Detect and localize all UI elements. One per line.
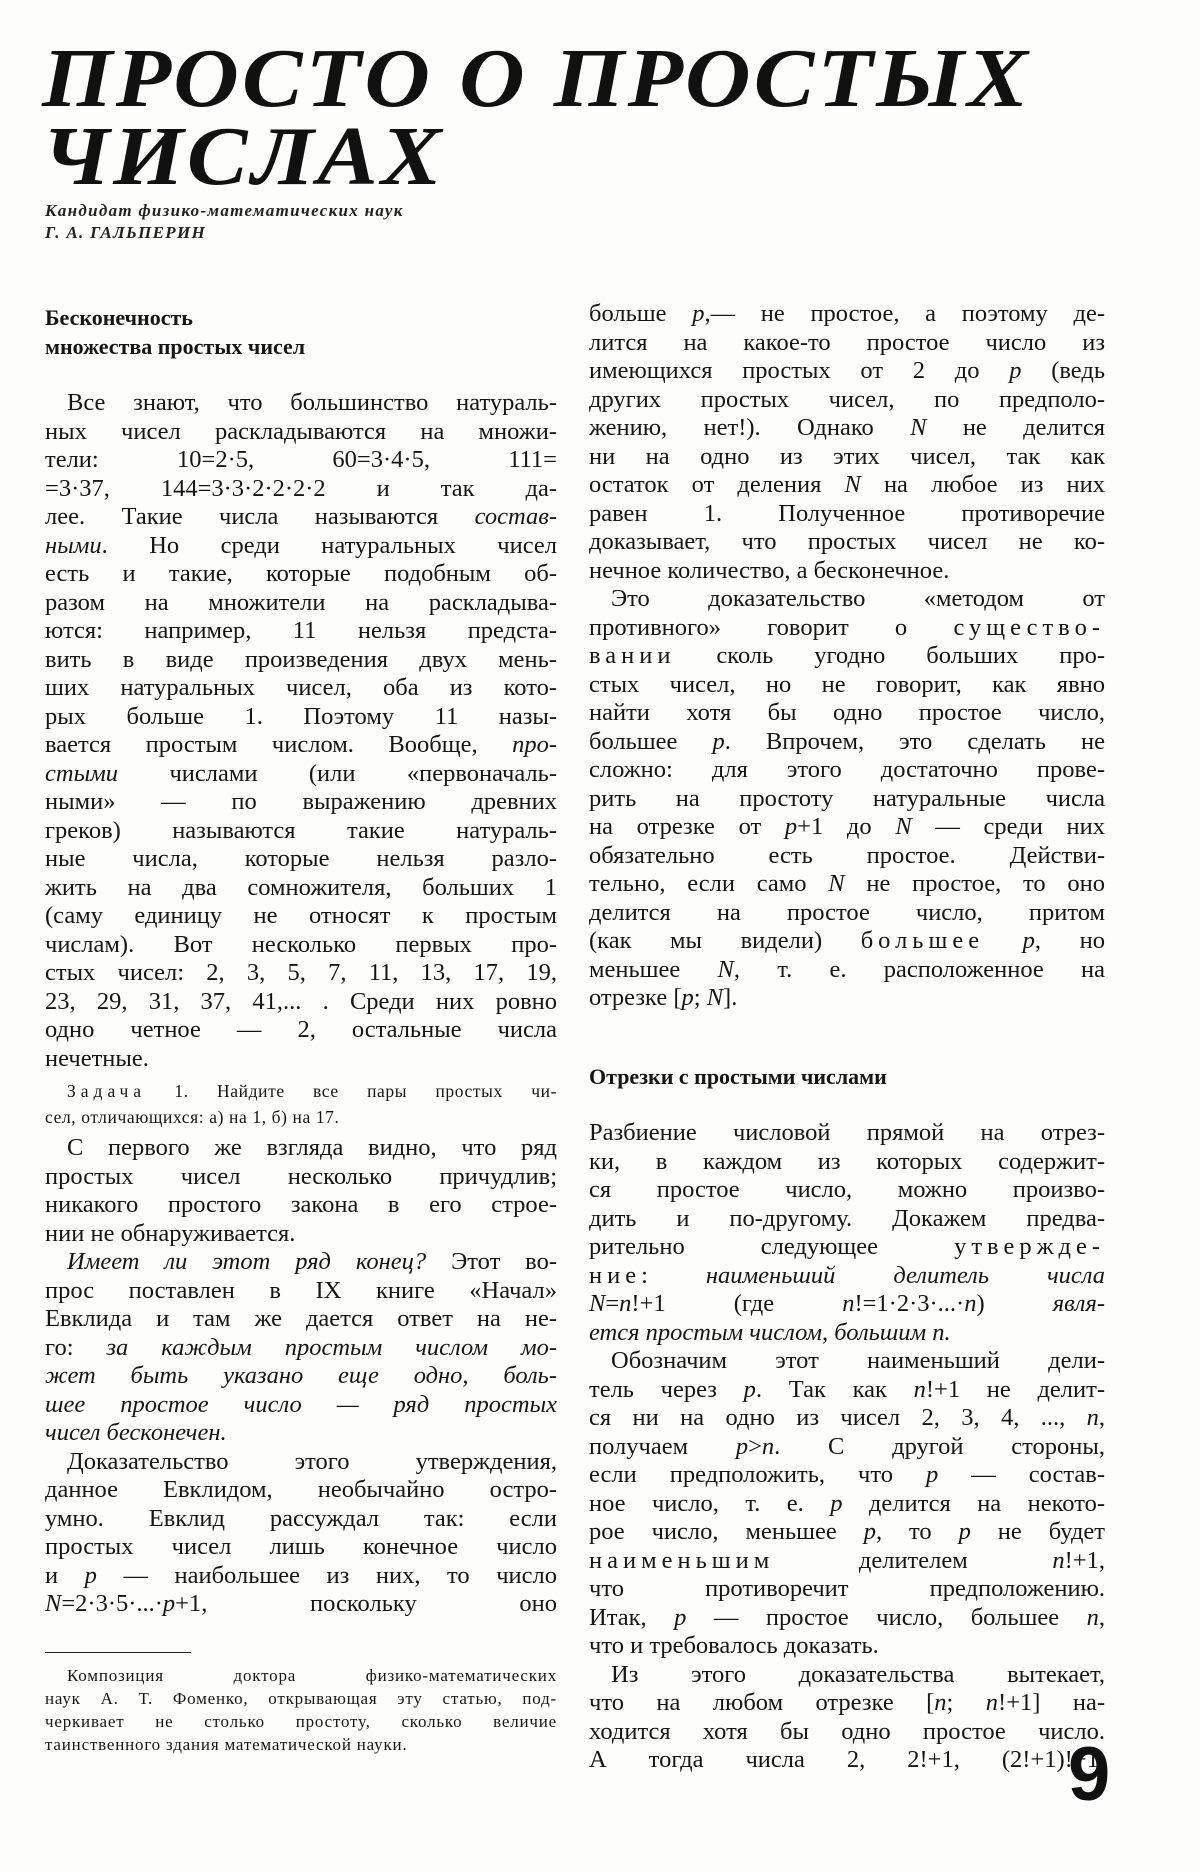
text-line xyxy=(589,1233,1105,1262)
italic-text: p xyxy=(1022,927,1035,954)
italic-text: N xyxy=(589,1290,606,1317)
text-line: А тогда числа 2, 2!+1, (2!+1)!+1, xyxy=(589,1746,1105,1773)
italic-text: n xyxy=(1086,1404,1099,1431)
text-line xyxy=(589,728,1105,757)
italic-text: p xyxy=(84,1561,97,1589)
text-line xyxy=(589,1518,1105,1547)
italic-text: n xyxy=(964,1290,977,1317)
text-line xyxy=(589,1689,1105,1718)
text-segment: !+1, xyxy=(1064,1546,1105,1574)
text-line xyxy=(45,1362,557,1391)
text-segment: !+1 (где xyxy=(631,1290,843,1317)
text-segment: — состав- xyxy=(938,1461,1105,1488)
text-segment: Этот во- xyxy=(426,1248,557,1275)
italic-text: p xyxy=(735,1432,749,1460)
text-segment: не простое, то оно xyxy=(844,870,1105,897)
text-segment: лее. Такие числа называются xyxy=(45,503,475,530)
text-line: простых чисел несколько причудлив; xyxy=(45,1162,557,1190)
italic-text: N xyxy=(717,955,734,983)
text-line: таинственного здания математической науки. xyxy=(45,1735,408,1754)
italic-text: N xyxy=(895,813,912,840)
text-segment: не будет xyxy=(970,1518,1105,1545)
text-segment: ное число, т. е. xyxy=(589,1489,831,1517)
italic-text: чисел бесконечен. xyxy=(45,1419,227,1446)
italic-text: p xyxy=(958,1518,971,1545)
section-heading xyxy=(589,1063,1105,1092)
text-segment: +1 до xyxy=(797,813,896,840)
text-segment: !+1 не делит- xyxy=(925,1375,1105,1403)
text-segment: . Так как xyxy=(755,1375,914,1403)
italic-text: p xyxy=(681,984,694,1011)
italic-text: n xyxy=(619,1290,632,1317)
text-line xyxy=(589,1404,1105,1433)
text-line xyxy=(45,760,557,789)
text-segment: — среди них xyxy=(911,813,1105,840)
text-segment: меньшее xyxy=(589,955,718,983)
text-segment: , то xyxy=(875,1518,959,1545)
text-line: Из этого доказательства вытекает, xyxy=(611,1660,1105,1688)
italic-text: N xyxy=(910,414,927,441)
text-line: Отрезки с простыми числами xyxy=(589,1063,887,1089)
text-line: Обозначим этот наименьший дели- xyxy=(611,1347,1105,1374)
text-line: прос поставлен в IX книге «Начал» xyxy=(45,1276,557,1304)
text-line: других простых чисел, по предполо- xyxy=(589,385,1105,413)
text-segment: что на любом отрезке [ xyxy=(589,1689,935,1716)
text-line: ются: например, 11 нельзя предста- xyxy=(45,617,557,644)
text-line: делится на простое число, притом xyxy=(589,898,1105,926)
text-segment: =2·3·5·...· xyxy=(61,1590,163,1617)
text-segment: противного» говорит о xyxy=(589,613,954,641)
text-line xyxy=(589,1290,1105,1319)
spaced-text: утвержде- xyxy=(954,1233,1105,1260)
text-line: =3·37, 144=3·3·2·2·2·2 и так да- xyxy=(45,474,557,502)
text-line: стых чисел, но не говорит, как явно xyxy=(589,670,1105,698)
text-line: Доказательство этого утверждения, xyxy=(67,1447,557,1475)
text-line: разом на множители на раскладыва- xyxy=(45,588,557,616)
spaced-text: большее xyxy=(860,927,985,954)
text-segment: тельно, если само xyxy=(589,870,829,897)
text-segment: — простое число, большее xyxy=(686,1603,1087,1631)
spaced-text: ние xyxy=(589,1261,642,1289)
italic-text: N xyxy=(828,870,845,897)
text-line xyxy=(589,1319,1105,1348)
italic-text: p xyxy=(863,1518,876,1545)
text-line: жить на два сомножителя, больших 1 xyxy=(45,873,557,901)
text-line xyxy=(589,1461,1105,1490)
italic-text: n xyxy=(1086,1603,1099,1631)
text-segment: Итак, xyxy=(589,1603,675,1631)
text-line xyxy=(589,642,1105,671)
paragraph xyxy=(589,1661,1105,1775)
text-line: Бесконечность xyxy=(45,305,193,330)
text-line xyxy=(589,813,1105,842)
italic-text: n xyxy=(934,1689,947,1716)
text-segment: , но xyxy=(1034,927,1105,954)
italic-text: p xyxy=(692,300,705,327)
section-heading xyxy=(45,304,557,361)
text-segment: (ведь xyxy=(1021,357,1105,384)
column-left xyxy=(45,304,557,1619)
italic-text: про- xyxy=(512,731,557,758)
text-line xyxy=(45,1590,557,1619)
text-line: наук А. Т. Фоменко, открывающая эту статью, под- xyxy=(45,1689,557,1708)
spaced-text: вании xyxy=(589,642,676,669)
text-line xyxy=(589,414,1105,443)
author-degree: Кандидат физико-математических наук xyxy=(45,201,404,220)
text-segment xyxy=(984,927,1023,954)
text-segment: большее xyxy=(589,727,713,755)
italic-text: p xyxy=(712,727,725,755)
text-line: Все знают, что большинство натураль- xyxy=(67,389,557,416)
text-segment: ) xyxy=(976,1290,1053,1317)
italic-text: p xyxy=(674,1603,687,1631)
text-line xyxy=(589,614,1105,643)
text-segment: ся ни на одно из чисел 2, 3, 4, ..., xyxy=(589,1404,1087,1431)
italic-text: p xyxy=(743,1375,756,1403)
text-segment: рительно следующее xyxy=(589,1233,955,1260)
text-line: умно. Евклид рассуждал так: если xyxy=(45,1504,557,1532)
text-line: ся простое число, можно произво- xyxy=(589,1176,1105,1203)
italic-text: N xyxy=(45,1590,62,1617)
text-line: С первого же взгляда видно, что ряд xyxy=(67,1134,557,1161)
text-line: (саму единицу не относят к простым xyxy=(45,902,557,929)
italic-text: n xyxy=(1052,1546,1065,1574)
italic-text: n xyxy=(913,1375,926,1403)
text-segment: сколь угодно больших про- xyxy=(675,642,1105,669)
italic-text: состав- xyxy=(474,503,557,530)
text-segment: числами (или «первоначаль- xyxy=(118,759,557,787)
text-line xyxy=(589,984,1105,1013)
text-line xyxy=(589,1262,1105,1291)
text-segment: вается простым числом. Вообще, xyxy=(45,731,513,758)
italic-text: p xyxy=(926,1461,939,1488)
paragraph xyxy=(589,585,1105,1013)
text-line: ных чисел раскладываются на множи- xyxy=(45,417,557,445)
text-line: лится на какое-то простое число из xyxy=(589,328,1105,356)
text-line xyxy=(45,1248,557,1277)
italic-text: ется простым числом, большим n. xyxy=(589,1318,951,1346)
text-segment: = xyxy=(605,1290,620,1317)
text-line: ными» — по выражению древних xyxy=(45,788,557,815)
text-line xyxy=(45,1391,557,1420)
italic-text: за каждым простым числом мо- xyxy=(106,1333,557,1361)
text-segment: не делится xyxy=(926,414,1106,441)
footnote-divider xyxy=(45,1652,191,1653)
italic-text: p xyxy=(1009,357,1022,384)
title-line-1: ПРОСТО О ПРОСТЫХ xyxy=(42,32,1032,125)
italic-text: ными xyxy=(45,531,102,559)
text-segment: и xyxy=(45,1561,85,1589)
text-line: простых чисел лишь конечное число xyxy=(45,1533,557,1560)
text-line: тели: 10=2·5, 60=3·4·5, 111= xyxy=(45,446,557,473)
italic-text: N xyxy=(844,471,861,498)
text-segment: ]. xyxy=(723,984,738,1011)
column-right xyxy=(589,300,1105,1775)
text-line: дить и по-другому. Докажем предва- xyxy=(589,1204,1105,1232)
italic-text: стыми xyxy=(45,759,119,787)
text-line xyxy=(45,1078,557,1104)
text-line: сложно: для этого достаточно прове- xyxy=(589,756,1105,783)
text-line: Разбиение числовой прямой на отрез- xyxy=(589,1119,1105,1146)
text-segment: го: xyxy=(45,1333,107,1361)
text-line xyxy=(589,1604,1105,1633)
italic-text: жет быть указано еще одно, боль- xyxy=(45,1362,557,1389)
text-segment: , т. е. расположенное на xyxy=(733,955,1105,983)
text-segment: на любое из них xyxy=(860,471,1105,498)
text-line xyxy=(45,503,557,532)
paragraph xyxy=(45,389,557,1073)
paragraph xyxy=(45,1248,557,1448)
text-line: сел, отличающихся: а) на 1, б) на 17. xyxy=(45,1107,340,1127)
text-line: Евклида и там же дается ответ на не- xyxy=(45,1305,557,1332)
text-line: ходится хотя бы одно простое число. xyxy=(589,1717,1105,1745)
text-segment: ; xyxy=(693,984,707,1011)
text-line: черкивает не столько простоту, сколько величие xyxy=(45,1712,557,1731)
text-line xyxy=(45,731,557,760)
text-line xyxy=(45,1562,557,1591)
spaced-text: Задача xyxy=(67,1081,147,1101)
italic-text: p xyxy=(784,813,798,840)
text-segment: если предположить, что xyxy=(589,1461,927,1488)
text-segment: : xyxy=(641,1261,706,1289)
paragraph xyxy=(589,1119,1105,1347)
problem-statement xyxy=(45,1078,557,1130)
italic-text: n xyxy=(985,1689,999,1716)
paragraph xyxy=(589,1347,1105,1661)
text-segment: +1, поскольку оно xyxy=(175,1590,557,1617)
text-segment: остаток от деления xyxy=(589,471,845,498)
text-segment: делится на некото- xyxy=(842,1489,1105,1517)
text-segment: (как мы видели) xyxy=(589,927,861,954)
text-line: найти хотя бы одно простое число, xyxy=(589,699,1105,726)
italic-text: явля- xyxy=(1052,1290,1105,1317)
article-title xyxy=(42,32,1032,203)
text-segment: имеющихся простых от 2 до xyxy=(589,357,1010,384)
text-segment: , xyxy=(1098,1603,1105,1631)
text-segment: ,— не простое, а поэтому де- xyxy=(704,300,1105,327)
italic-text: n xyxy=(761,1432,775,1460)
text-line xyxy=(45,1334,557,1363)
text-line: стых чисел: 2, 3, 5, 7, 11, 13, 17, 19, xyxy=(45,959,557,986)
paragraph xyxy=(45,1448,557,1619)
spaced-text: существо- xyxy=(953,613,1105,641)
text-line xyxy=(589,927,1105,956)
text-segment: — наибольшее из них, то число xyxy=(96,1561,557,1589)
text-line: Композиция доктора физико-математических xyxy=(67,1666,557,1685)
text-segment: . Впрочем, это сделать не xyxy=(724,727,1105,755)
text-line xyxy=(45,1419,557,1448)
text-line: доказывает, что простых чисел не ко- xyxy=(589,528,1105,555)
text-line: обязательно есть простое. Действи- xyxy=(589,841,1105,869)
text-line: рить на простоту натуральные числа xyxy=(589,784,1105,812)
text-segment: на отрезке от xyxy=(589,813,785,840)
text-line: ки, в каждом из которых содержит- xyxy=(589,1147,1105,1175)
text-line: вить в виде произведения двух мень- xyxy=(45,645,557,673)
text-segment: !=1·2·3·...· xyxy=(854,1290,965,1317)
text-line: одно четное — 2, остальные числа xyxy=(45,1016,557,1043)
text-line: ные числа, которые нельзя разло- xyxy=(45,845,557,872)
text-line: ни на одно из этих чисел, так как xyxy=(589,442,1105,470)
text-line xyxy=(589,1376,1105,1405)
text-segment: 1. Найдите все пары простых чи- xyxy=(146,1081,557,1101)
text-segment: рое число, меньшее xyxy=(589,1518,864,1545)
text-line: рых больше 1. Поэтому 11 назы- xyxy=(45,702,557,730)
text-segment: жению, нет!). Однако xyxy=(589,414,911,441)
page-number: 9 xyxy=(1068,1732,1111,1817)
italic-text: p xyxy=(162,1590,176,1617)
text-segment: !+1] на- xyxy=(998,1689,1105,1716)
paragraph xyxy=(45,1134,557,1248)
text-line: нечное количество, а бесконечное. xyxy=(589,556,950,584)
text-line xyxy=(589,357,1105,386)
italic-text: N xyxy=(706,984,724,1011)
italic-text: p xyxy=(830,1489,843,1517)
title-line-2: ЧИСЛАХ xyxy=(42,110,445,203)
text-segment: отрезке [ xyxy=(589,984,682,1011)
text-line: нии не обнаруживается. xyxy=(45,1219,296,1247)
text-line: Это доказательство «методом от xyxy=(611,585,1105,612)
text-line: есть и такие, которые подобным об- xyxy=(45,560,557,587)
text-line: никакого простого закона в его строе- xyxy=(45,1191,557,1218)
text-segment: . Но среди натуральных чисел xyxy=(101,531,557,559)
text-line: равен 1. Полученное противоречие xyxy=(589,499,1105,527)
italic-text: n xyxy=(842,1290,855,1317)
paragraph xyxy=(589,300,1105,585)
text-line: данное Евклидом, необычайно остро- xyxy=(45,1476,557,1503)
italic-text: шее простое число — ряд простых xyxy=(45,1390,557,1418)
text-line: ших натуральных чисел, оба из кото- xyxy=(45,674,557,701)
spaced-text: наименьшим xyxy=(589,1546,775,1574)
text-segment: получаем xyxy=(589,1432,736,1460)
text-line xyxy=(589,956,1105,985)
text-line xyxy=(589,1433,1105,1462)
text-line: нечетные. xyxy=(45,1044,149,1072)
author-block xyxy=(45,200,404,244)
text-segment: . С другой стороны, xyxy=(774,1432,1105,1460)
text-line xyxy=(589,471,1105,500)
text-line: что и требовалось доказать. xyxy=(589,1632,879,1659)
footnote xyxy=(45,1664,557,1756)
italic-text: наименьший делитель числа xyxy=(705,1261,1106,1289)
text-line: что противоречит предположению. xyxy=(589,1575,1105,1602)
author-name: Г. А. ГАЛЬПЕРИН xyxy=(45,223,206,242)
text-segment: больше xyxy=(589,300,693,327)
italic-text: Имеет ли этот ряд конец? xyxy=(67,1248,427,1275)
text-line: греков) называются такие натураль- xyxy=(45,816,557,844)
text-line xyxy=(589,1547,1105,1576)
text-line xyxy=(45,532,557,561)
text-segment: делителем xyxy=(774,1546,1053,1574)
text-line: множества простых чисел xyxy=(45,333,306,359)
text-line: числам). Вот несколько первых про- xyxy=(45,930,557,958)
text-line xyxy=(589,300,1105,329)
text-segment: > xyxy=(748,1432,762,1460)
text-segment: тель через xyxy=(589,1375,744,1403)
text-segment: ; xyxy=(946,1689,986,1716)
text-line xyxy=(589,870,1105,899)
text-line xyxy=(589,1490,1105,1519)
text-segment: , xyxy=(1098,1404,1105,1431)
text-line: 23, 29, 31, 37, 41,... . Среди них ровно xyxy=(45,987,557,1015)
